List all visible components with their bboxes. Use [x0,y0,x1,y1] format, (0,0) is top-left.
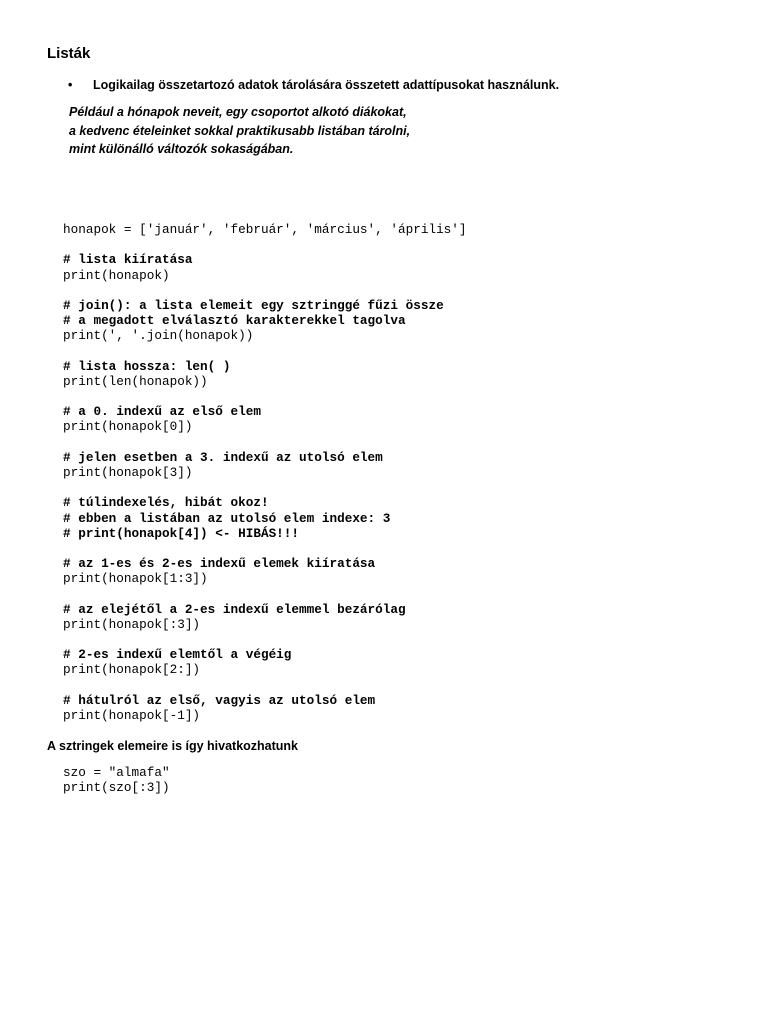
code-comment-line: # a 0. indexű az első elem [63,404,261,420]
code-gap [63,435,467,450]
code-line: print(len(honapok)) [63,373,208,389]
code-line: print(honapok[-1]) [63,708,201,723]
code-line: print(honapok) [63,267,170,283]
code-comment-line: # hátulról az első, vagyis az utolsó elem [63,692,376,708]
code-comment-line: # print(honapok[4]) <- HIBÁS!!! [63,525,300,541]
code-gap [63,587,467,602]
code-gap [63,632,467,647]
code-line: print(honapok[2:]) [63,662,201,678]
code-gap [63,283,467,298]
code-gap [63,678,467,693]
code-line: print(honapok[0]) [63,419,193,435]
code-comment-line: # join(): a lista elemeit egy sztringgé fűzi össze [63,297,444,313]
bullet-text: Logikailag összetartozó adatok tárolására összetett adattípusokat használunk. [93,78,560,92]
page-title: Listák [47,45,91,62]
code-comment-line: # lista hossza: len( ) [63,358,231,374]
code-line: print(honapok[:3]) [63,616,201,632]
example-line: Például a hónapok neveit, egy csoportot alkotó diákokat, [69,105,407,119]
code-comment-line: # az elejétől a 2-es indexű elemmel bezárólag [63,601,406,617]
code-gap [63,389,467,404]
code-line: print(honapok[3]) [63,465,193,480]
code-comment-line: # túlindexelés, hibát okoz! [63,495,269,511]
code-comment-line: # 2-es indexű elemtől a végéig [63,647,292,663]
example-line: a kedvenc ételeinket sokkal praktikusabb listában tárolni, [69,123,411,138]
bullet-icon: • [68,78,73,92]
code-line: print(', '.join(honapok)) [63,328,254,344]
code-comment-line: # ebben a listában az utolsó elem indexe: 3 [63,510,391,526]
code-line: print(honapok[1:3]) [63,571,208,587]
code-gap [63,480,467,495]
example-line: mint különálló változók sokaságában. [69,142,294,156]
code-line: szo = "almafa" [63,765,170,780]
example-paragraph [69,103,410,159]
code-line: honapok = ['január', 'február', 'március', 'április'] [63,222,467,237]
code-comment-line: # a megadott elválasztó karakterekkel tagolva [63,313,406,329]
code-gap [63,344,467,359]
code-gap [63,541,467,556]
code-comment-line: # jelen esetben a 3. indexű az utolsó elem [63,449,383,465]
code-line: print(szo[:3]) [63,780,170,796]
section-subheading: A sztringek elemeire is így hivatkozhatunk [47,739,299,753]
code-block-strings [63,765,170,795]
code-comment-line: # lista kiíratása [63,252,193,268]
code-block [63,222,467,723]
code-gap [63,237,467,252]
code-comment-line: # az 1-es és 2-es indexű elemek kiíratása [63,556,376,572]
bullet-item [68,76,559,94]
